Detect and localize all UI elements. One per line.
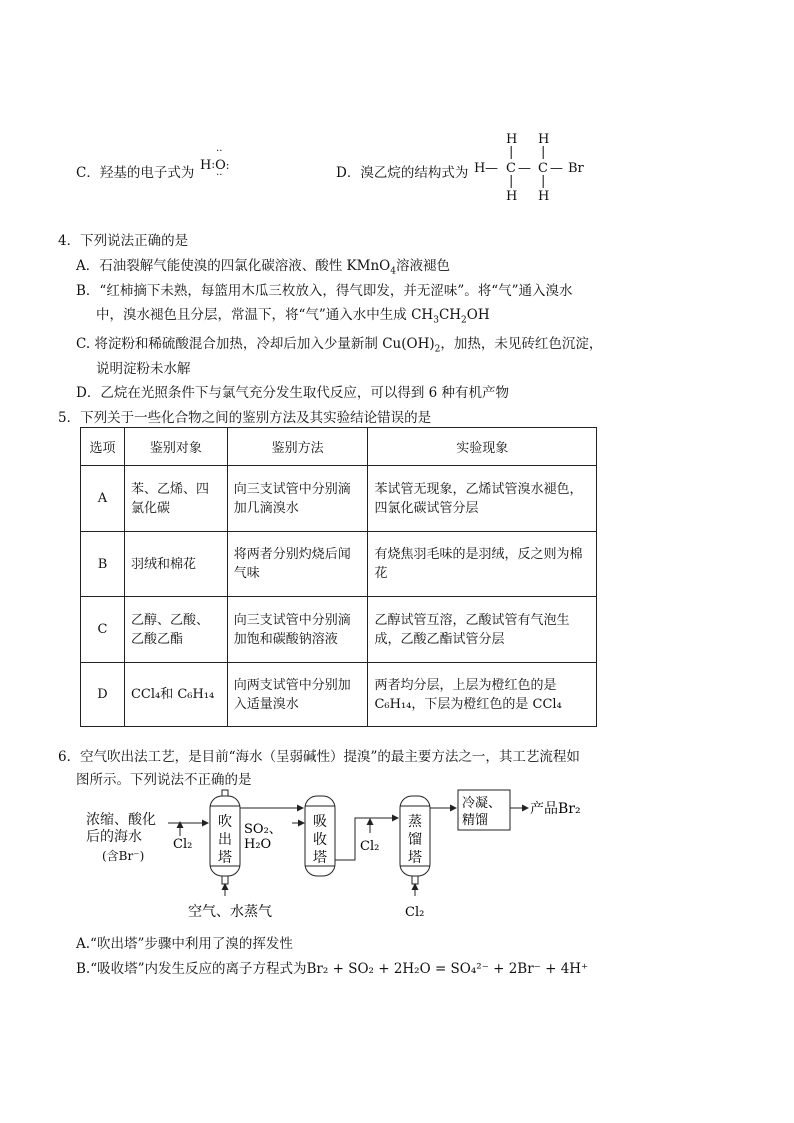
feed-label-3: (含Br⁻) — [102, 849, 145, 863]
cell-object: 羽绒和棉花 — [124, 532, 227, 597]
cell-method: 向三支试管中分别滴加几滴溴水 — [227, 466, 368, 532]
q4-option-b-line2 — [96, 303, 490, 326]
so2-label: SO₂、 — [244, 822, 282, 837]
cell-option: B — [81, 532, 125, 597]
feed-label-2: 后的海水 — [86, 829, 142, 845]
q5-stem: 5．下列关于一些化合物之间的鉴别方法及其实验结论错误的是 — [58, 410, 432, 426]
condense-label: 冷凝、 — [462, 796, 502, 811]
tower1-char-1: 吹 — [218, 814, 232, 830]
q4-a-text: A．石油裂解气能使溴的四氯化碳溶液、酸性 KMnO — [76, 258, 391, 274]
tower2-char-1: 吸 — [313, 814, 327, 830]
lone-pair-top: ·· — [216, 146, 223, 157]
cl2-label-3: Cl₂ — [405, 905, 425, 920]
q6-option-a: A.“吹出塔”步骤中利用了溴的挥发性 — [76, 936, 293, 952]
cell-option: C — [81, 597, 125, 663]
lone-pair-bottom: ·· — [216, 170, 223, 181]
q4-option-c-line1 — [76, 332, 602, 355]
q4-b2-tail: OH — [466, 307, 490, 323]
option-d — [336, 161, 468, 181]
header-result: 实验现象 — [368, 428, 597, 466]
option-c-label: C．羟基的电子式为 — [76, 165, 195, 181]
q4-c1-tail: ，加热，未见砖红色沉淀， — [440, 336, 603, 352]
feed-label-1: 浓缩、酸化 — [86, 812, 156, 828]
cell-method: 将两者分别灼烧后闻气味 — [227, 532, 368, 597]
cell-method: 向三支试管中分别滴加饱和碳酸钠溶液 — [227, 597, 368, 663]
tower3-char-2: 馏 — [408, 832, 422, 848]
air-steam-label: 空气、水蒸气 — [188, 904, 272, 920]
h2o-label: H₂O — [244, 837, 272, 852]
cell-option: A — [81, 466, 125, 532]
bond-pair: : — [211, 158, 216, 171]
q6-option-b: B.“吸收塔”内发生反应的离子方程式为Br₂ + SO₂ + 2H₂O = SO₄²⁻ + 2Br⁻ + 4H⁺ — [76, 961, 589, 977]
q4-c1-sub: 2 — [434, 344, 441, 355]
q6-stem-line2: 图所示。下列说法不正确的是 — [76, 772, 252, 788]
cell-object: 苯、乙烯、四氯化碳 — [124, 466, 227, 532]
header-method: 鉴别方法 — [227, 428, 368, 466]
tower3-char-1: 蒸 — [408, 814, 422, 830]
lone-pair-right: : — [225, 159, 230, 172]
bond-v-1: | — [509, 145, 514, 160]
q4-option-b-line1: B．“红柿摘下未熟，每篮用木瓜三枚放入，得气即发，并无涩味”。将“气”通入溴水 — [76, 283, 573, 299]
q4-b2-sub2: 2 — [461, 315, 467, 326]
cell-option: D — [81, 663, 125, 727]
rectify-label: 精馏 — [462, 813, 489, 828]
h-top-1: H — [506, 132, 518, 147]
cl2-label-1: Cl₂ — [173, 837, 193, 852]
tower1-char-2: 出 — [218, 832, 232, 848]
cell-method: 向两支试管中分别加入适量溴水 — [227, 663, 368, 727]
tower2-char-2: 收 — [313, 832, 327, 848]
cell-object: 乙醇、乙酸、乙酸乙酯 — [124, 597, 227, 663]
option-d-label: D．溴乙烷的结构式为 — [336, 165, 469, 181]
q4-a-sub: 4 — [390, 266, 396, 277]
header-object: 鉴别对象 — [124, 428, 227, 466]
q4-a-tail: 溶液褪色 — [395, 258, 450, 274]
bromine: Br — [568, 161, 584, 176]
bond-h-1: — — [485, 161, 498, 176]
q4-stem: 4．下列说法正确的是 — [58, 233, 189, 249]
carbon-2: C — [538, 161, 548, 176]
h-bottom-1: H — [506, 189, 518, 204]
q4-option-c-line2: 说明淀粉未水解 — [96, 361, 191, 377]
header-option: 选项 — [81, 428, 125, 466]
hydroxyl-electron-formula — [200, 146, 230, 181]
bond-h-3: — — [550, 161, 563, 176]
product-label: 产品Br₂ — [530, 801, 581, 817]
tower2-char-3: 塔 — [313, 850, 327, 866]
cell-result: 乙醇试管互溶，乙酸试管有气泡生成，乙酸乙酯试管分层 — [368, 597, 597, 663]
q4-b2-sub1: 3 — [433, 315, 439, 326]
table-header-row — [81, 428, 597, 466]
option-c — [76, 161, 194, 181]
oxygen-symbol — [215, 146, 226, 181]
oxygen-letter: O — [215, 158, 226, 173]
cell-result: 苯试管无现象，乙烯试管溴水褪色，四氯化碳试管分层 — [368, 466, 597, 532]
tower3-char-3: 塔 — [408, 850, 422, 866]
bromine-extraction-flow-diagram — [80, 788, 600, 923]
bond-v-2: | — [541, 145, 546, 160]
q5-table — [80, 427, 597, 727]
q4-option-a — [76, 254, 450, 277]
q4-b2-mid: CH — [438, 307, 462, 323]
bond-v-3: | — [509, 174, 514, 189]
carbon-1: C — [506, 161, 516, 176]
table-row — [81, 663, 597, 727]
q6-stem-line1: 6．空气吹出法工艺，是目前“海水（呈弱碱性）提溴”的最主要方法之一，其工艺流程如 — [58, 749, 580, 765]
cell-object: CCl₄和 C₆H₁₄ — [124, 663, 227, 727]
q4-b2-text: 中，溴水褪色且分层，常温下，将“气”通入水中生成 CH — [96, 307, 434, 323]
table-row — [81, 597, 597, 663]
q4-c1-text: C. 将淀粉和稀硫酸混合加热，冷却后加入少量新制 Cu(OH) — [76, 336, 435, 352]
h-left: H — [474, 161, 486, 176]
cl2-label-2: Cl₂ — [360, 839, 380, 854]
h-bottom-2: H — [538, 189, 550, 204]
cell-result: 两者均分层，上层为橙红色的是 C₆H₁₄，下层为橙红色的是 CCl₄ — [368, 663, 597, 727]
hydrogen-symbol: H — [200, 158, 212, 173]
cell-result: 有烧焦羽毛味的是羽绒，反之则为棉花 — [368, 532, 597, 597]
table-row — [81, 532, 597, 597]
tower1-char-3: 塔 — [218, 850, 232, 866]
bond-h-2: — — [518, 161, 531, 176]
bromoethane-structure — [474, 130, 594, 210]
h-top-2: H — [538, 132, 550, 147]
table-row — [81, 466, 597, 532]
q4-option-d: D．乙烷在光照条件下与氯气充分发生取代反应，可以得到 6 种有机产物 — [76, 385, 509, 401]
bond-v-4: | — [541, 174, 546, 189]
